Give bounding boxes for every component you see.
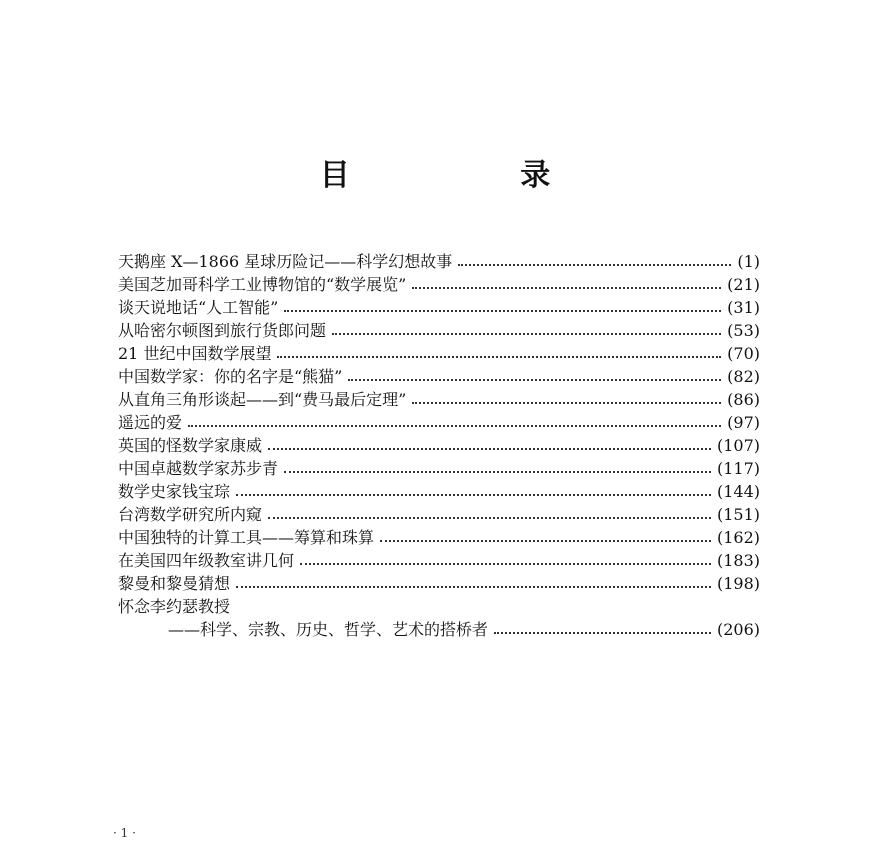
toc-entry[interactable] (118, 296, 760, 319)
toc-entry-page: (70) (727, 344, 760, 363)
toc-entry-title: 英国的怪数学家康威 (118, 436, 263, 455)
toc-entry[interactable] (118, 526, 760, 549)
toc-entry-title: 美国芝加哥科学工业博物馆的“数学展览” (118, 275, 407, 294)
toc-entry[interactable] (118, 273, 760, 296)
dot-leader (268, 448, 711, 450)
toc-entry[interactable] (118, 572, 760, 595)
toc-entry[interactable] (118, 595, 760, 618)
toc-entry[interactable] (118, 250, 760, 273)
dot-leader (494, 632, 711, 634)
toc-entry-subtitle[interactable] (118, 618, 760, 641)
dot-leader (268, 517, 711, 519)
toc-entry-page: (31) (727, 298, 760, 317)
toc-entry-page: (1) (737, 252, 760, 271)
toc-entry[interactable] (118, 549, 760, 572)
dot-leader (332, 333, 721, 335)
toc-entry-title: 21 世纪中国数学展望 (118, 344, 272, 363)
dot-leader (348, 379, 721, 381)
toc-entry-title: 中国数学家：你的名字是“熊猫” (118, 367, 343, 386)
toc-entry-page: (82) (727, 367, 760, 386)
toc-entry-page: (117) (716, 459, 760, 478)
dot-leader (284, 471, 711, 473)
toc-entry[interactable] (118, 365, 760, 388)
page-number-mark: · 1 · (113, 826, 136, 840)
toc-entry-page: (97) (727, 413, 760, 432)
toc-entry-title: 从哈密尔顿图到旅行货郎问题 (118, 321, 327, 340)
toc-entry-title: 中国卓越数学家苏步青 (118, 459, 279, 478)
dot-leader (284, 310, 721, 312)
dot-leader (380, 540, 711, 542)
page-title: 目 录 (319, 158, 631, 193)
toc-entry-title: 黎曼和黎曼猜想 (118, 574, 231, 593)
toc-entry[interactable] (118, 457, 760, 480)
toc-entry-title: 中国独特的计算工具——筹算和珠算 (118, 528, 375, 547)
dot-leader (277, 356, 721, 358)
toc-entry-page: (162) (716, 528, 760, 547)
toc-entry-title: 怀念李约瑟教授 (118, 597, 231, 616)
toc-entry[interactable] (118, 319, 760, 342)
dot-leader (300, 563, 711, 565)
toc-entry[interactable] (118, 503, 760, 526)
dot-leader (412, 287, 721, 289)
toc-entry-page: (53) (727, 321, 760, 340)
toc-entry-title: 数学史家钱宝琮 (118, 482, 231, 501)
toc-entry[interactable] (118, 388, 760, 411)
toc-entry-page: (86) (727, 390, 760, 409)
toc-entry-title: 天鹅座 X—1866 星球历险记——科学幻想故事 (118, 252, 453, 271)
dot-leader (188, 425, 721, 427)
table-of-contents (118, 250, 760, 641)
toc-entry-page: (144) (716, 482, 760, 501)
dot-leader (236, 494, 711, 496)
toc-entry-title: ——科学、宗教、历史、哲学、艺术的搭桥者 (168, 620, 489, 639)
toc-entry-page: (107) (716, 436, 760, 455)
toc-entry-title: 谈天说地话“人工智能” (118, 298, 279, 317)
toc-entry-page: (183) (716, 551, 760, 570)
toc-entry[interactable] (118, 411, 760, 434)
dot-leader (236, 586, 711, 588)
toc-entry-page: (206) (716, 620, 760, 639)
toc-entry[interactable] (118, 434, 760, 457)
toc-entry-title: 台湾数学研究所内窥 (118, 505, 263, 524)
toc-entry-title: 从直角三角形谈起——到“费马最后定理” (118, 390, 407, 409)
toc-entry-title: 遥远的爱 (118, 413, 183, 432)
dot-leader (412, 402, 721, 404)
toc-entry-page: (151) (716, 505, 760, 524)
toc-entry-page: (198) (716, 574, 760, 593)
toc-entry[interactable] (118, 480, 760, 503)
toc-entry[interactable] (118, 342, 760, 365)
toc-entry-title: 在美国四年级教室讲几何 (118, 551, 295, 570)
dot-leader (458, 264, 731, 266)
toc-entry-page: (21) (727, 275, 760, 294)
